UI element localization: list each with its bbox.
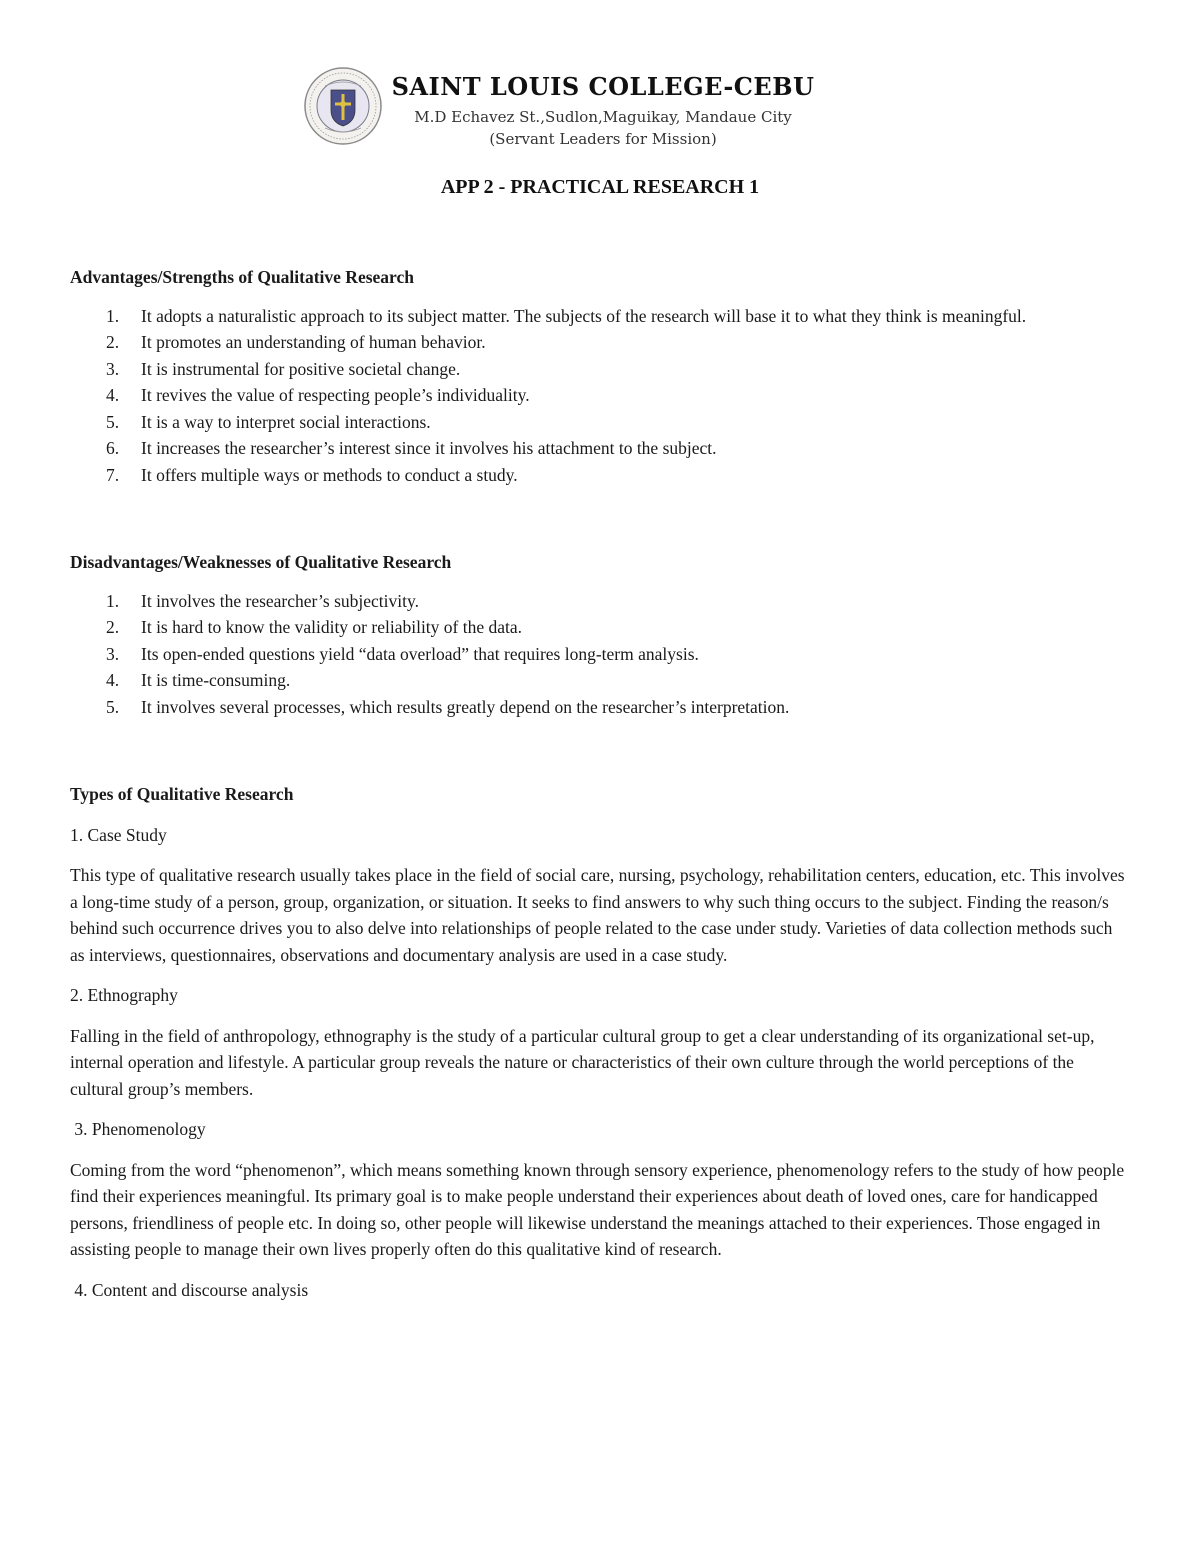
document-body	[70, 264, 1130, 1303]
list-item: 3. Its open-ended questions yield “data overload” that requires long-term analysis.	[106, 643, 699, 664]
list-item: 5. It is a way to interpret social interactions.	[106, 411, 431, 432]
ethnography-title: 2. Ethnography	[70, 985, 178, 1005]
phenomenology-paragraph: Coming from the word “phenomenon”, which means something known through sensory experience, phenomenology refers to the study of how people find their experiences meaningful. Its primary goal is to make people understand their experiences about death of loved ones, care for handicapped persons, friendliness of people etc. In doing so, other people will likewise understand the meanings attached to their experiences. Those engaged in assisting people to manage their own lives properly often do this qualitative kind of research.	[70, 1159, 1125, 1259]
case-study-paragraph: This type of qualitative research usually takes place in the field of social care, nursing, psychology, rehabilitation centers, education, etc. This involves a long-time study of a person, group, organization, or situation. It seeks to find answers to why such thing occurs to the subject. Finding the reason/s behind such occurrence drives you to also delve into relationships of people related to the case under study. Varieties of data collection methods such as interviews, questionnaires, observations and documentary analysis are used in a case study.	[70, 865, 1125, 965]
list-item: 3. It is instrumental for positive societal change.	[106, 358, 461, 379]
college-address: M.D Echavez St.,Sudlon,Maguikay, Mandaue City	[414, 108, 792, 126]
ethnography-paragraph: Falling in the field of anthropology, ethnography is the study of a particular cultural group to get a clear understanding of its organizational set-up, internal operation and lifestyle. A particular group reveals the nature or characteristics of their own culture through the world perceptions of the cultural group’s members.	[70, 1025, 1095, 1099]
list-item: 1. It adopts a naturalistic approach to its subject matter. The subjects of the research will base it to what they think is meaningful.	[106, 305, 1027, 326]
disadvantages-list	[70, 588, 1130, 721]
college-seal-icon	[303, 66, 383, 146]
list-item: 4. It is time-consuming.	[106, 670, 291, 690]
content-analysis-title: 4. Content and discourse analysis	[70, 1279, 309, 1300]
spacer	[70, 720, 1130, 781]
list-item: 2. It is hard to know the validity or reliability of the data.	[106, 617, 523, 637]
list-item: 4. It revives the value of respecting people’s individuality.	[106, 385, 530, 405]
disadvantages-heading: Disadvantages/Weaknesses of Qualitative Research	[70, 552, 452, 572]
spacer	[70, 488, 1130, 549]
case-study-title: 1. Case Study	[70, 824, 167, 845]
letterhead	[0, 62, 1200, 162]
list-item: 1. It involves the researcher’s subjectivity.	[106, 590, 419, 611]
advantages-list	[70, 303, 1130, 489]
college-name: SAINT LOUIS COLLEGE-CEBU	[391, 72, 815, 101]
advantages-heading: Advantages/Strengths of Qualitative Research	[70, 267, 414, 287]
list-item: 5. It involves several processes, which results greatly depend on the researcher’s interpretation.	[106, 696, 790, 717]
phenomenology-title: 3. Phenomenology	[70, 1119, 206, 1139]
types-heading: Types of Qualitative Research	[70, 784, 294, 804]
list-item: 7. It offers multiple ways or methods to conduct a study.	[106, 464, 518, 485]
document-title: APP 2 - PRACTICAL RESEARCH 1	[440, 176, 760, 198]
college-motto: (Servant Leaders for Mission)	[489, 130, 717, 148]
list-item: 6. It increases the researcher’s interest since it involves his attachment to the subject.	[106, 438, 717, 458]
list-item: 2. It promotes an understanding of human behavior.	[106, 332, 486, 352]
